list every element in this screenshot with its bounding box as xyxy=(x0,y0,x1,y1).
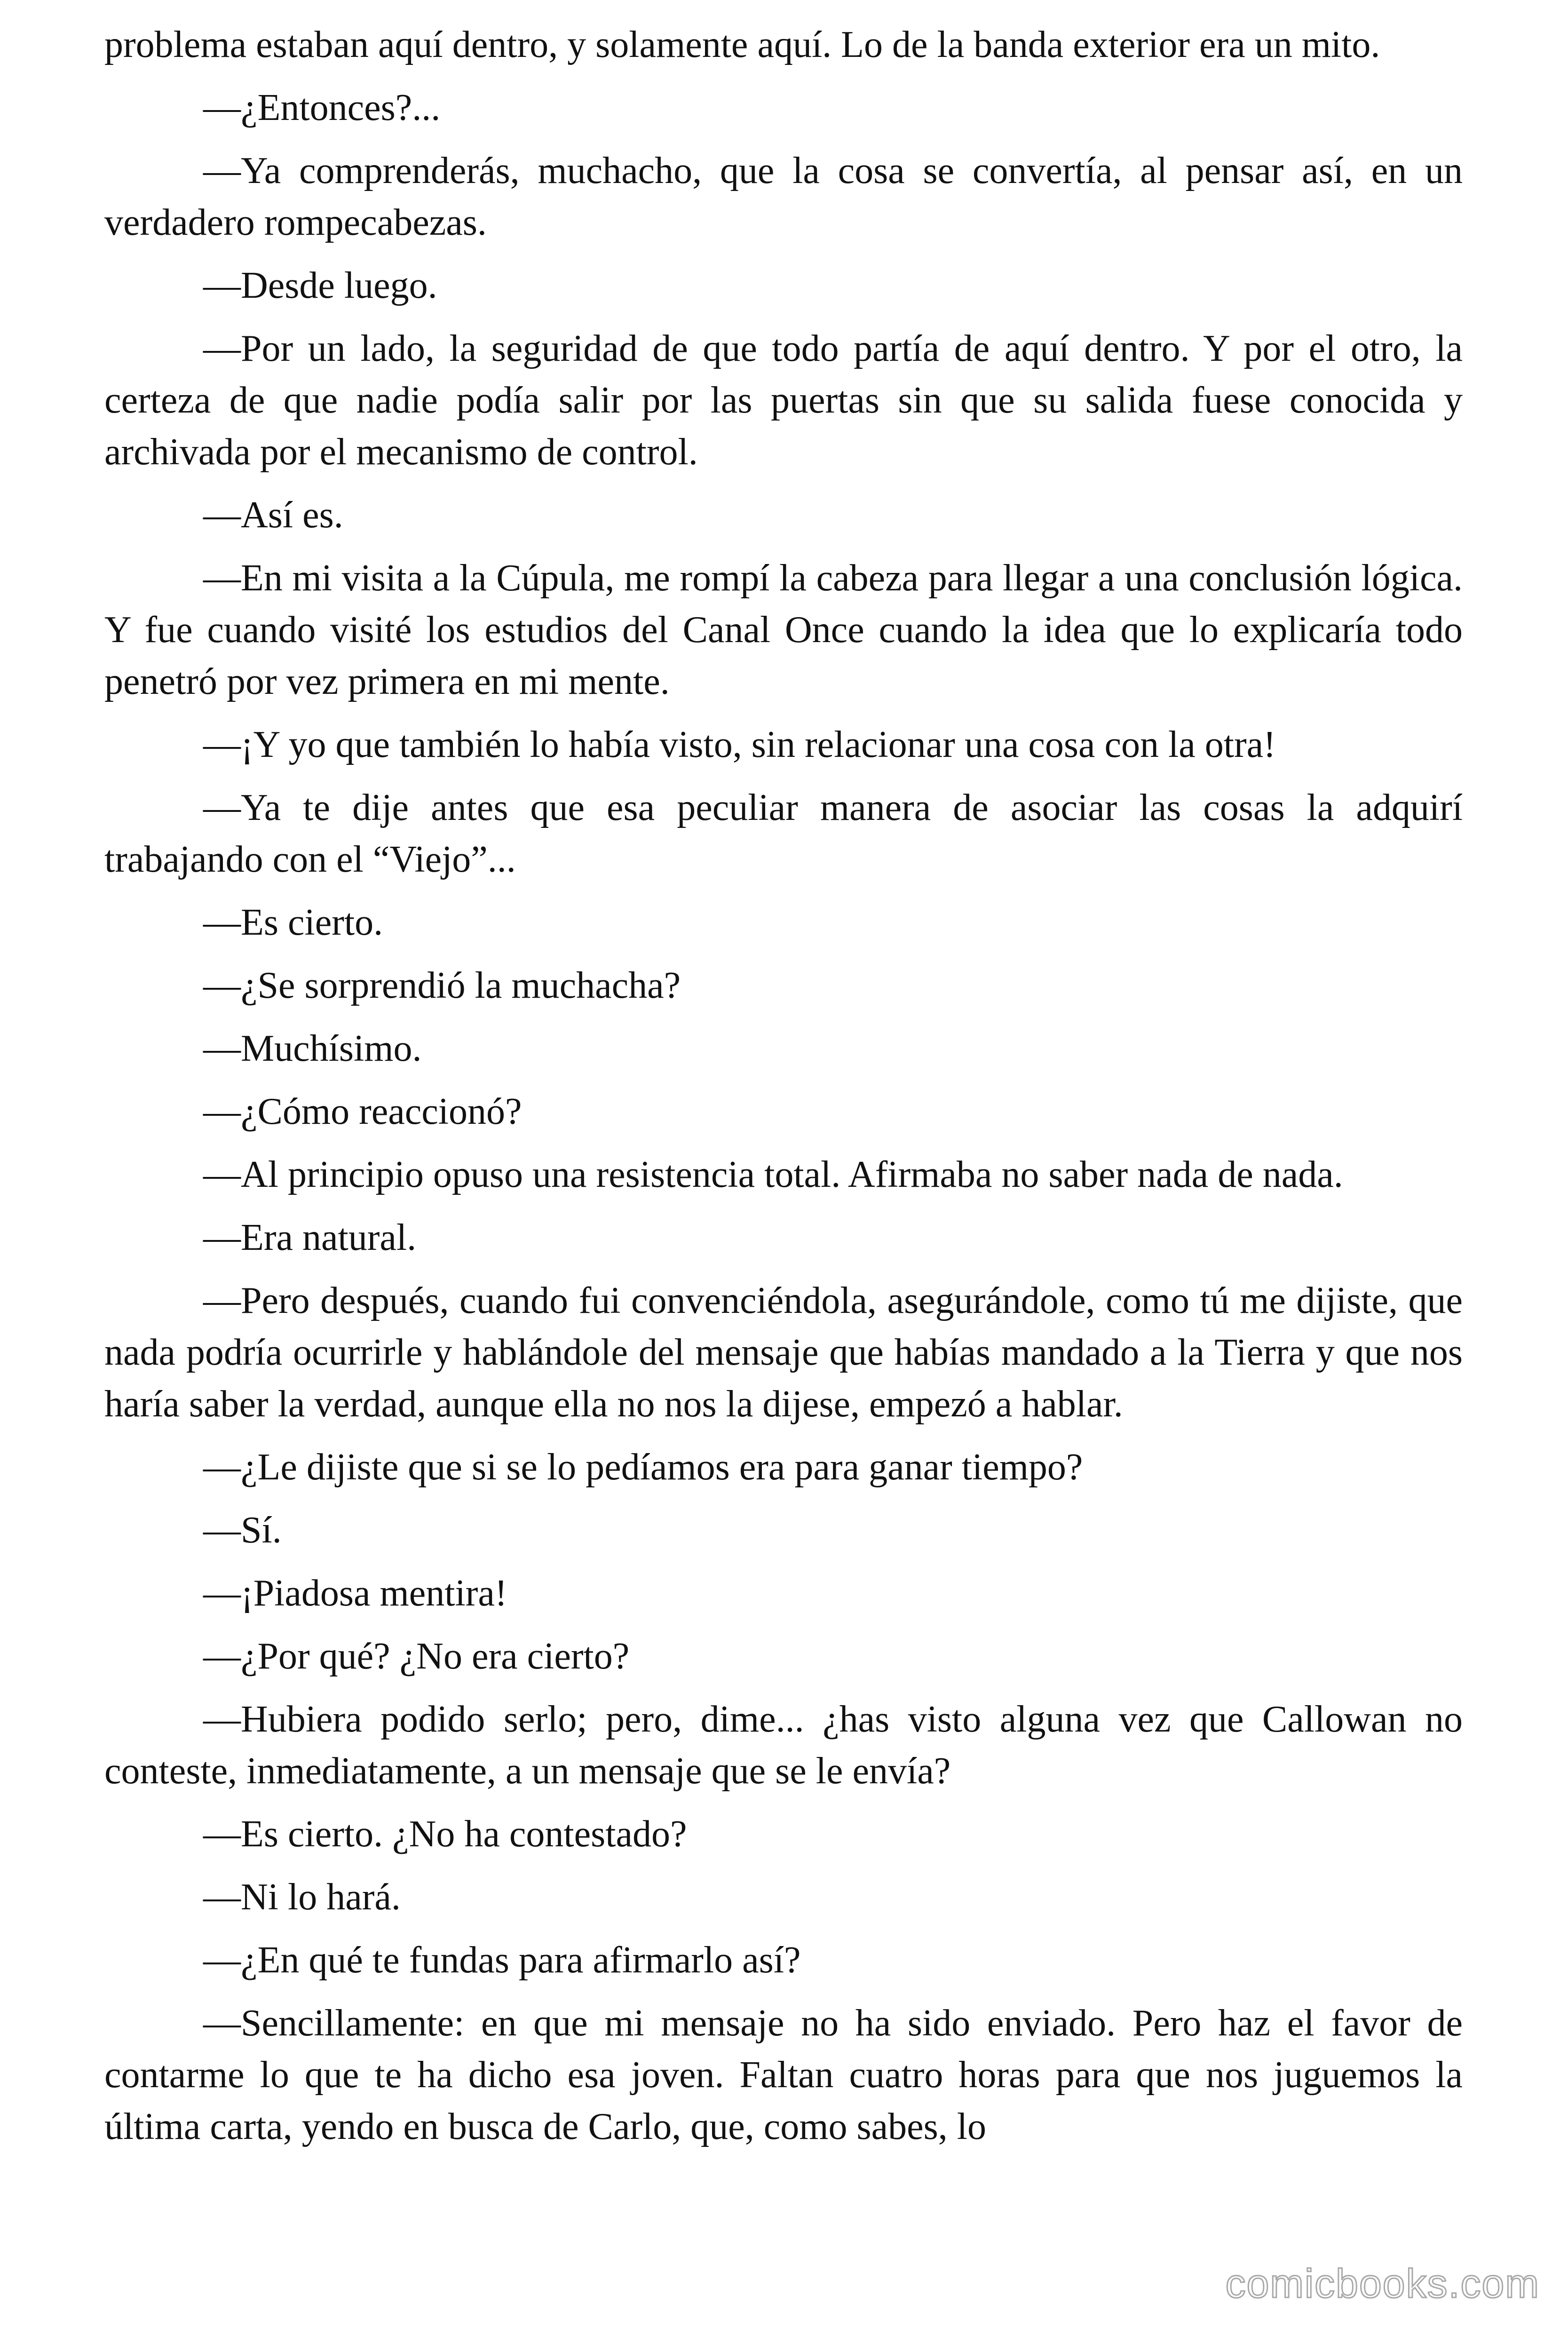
paragraph: —¿En qué te fundas para afirmarlo así? xyxy=(203,1939,801,1981)
paragraph: —Pero después, cuando fui convenciéndola, asegurándole, como tú me dijiste, que nada podría ocurrirle y hablándole del mensaje que habías mandado a la Tierra y que nos haría saber la verdad, aunque ella no nos la dijese, empezó a hablar. xyxy=(104,1280,1463,1425)
paragraph: —Ya te dije antes que esa peculiar manera de asociar las cosas la adquirí trabajando con el “Viejo”... xyxy=(104,787,1463,880)
paragraph: —Hubiera podido serlo; pero, dime... ¿has visto alguna vez que Callowan no conteste, inmediatamente, a un mensaje que se le envía? xyxy=(104,1699,1463,1792)
paragraph: —Ni lo hará. xyxy=(203,1876,401,1918)
paragraph: —¿Le dijiste que si se lo pedíamos era para ganar tiempo? xyxy=(203,1446,1083,1488)
paragraph: —Ya comprenderás, muchacho, que la cosa se convertía, al pensar así, en un verdadero rompecabezas. xyxy=(104,150,1463,243)
paragraph: —Sí. xyxy=(203,1510,282,1551)
paragraph: —Así es. xyxy=(203,494,343,536)
paragraph: —Desde luego. xyxy=(203,265,437,306)
paragraph: —Es cierto. xyxy=(203,902,383,943)
paragraph: —Por un lado, la seguridad de que todo partía de aquí dentro. Y por el otro, la certeza de que nadie podía salir por las puertas sin que su salida fuese conocida y archivada por el mecanismo de control. xyxy=(104,328,1463,473)
paragraph: —Muchísimo. xyxy=(203,1028,422,1069)
paragraph: problema estaban aquí dentro, y solamente aquí. Lo de la banda exterior era un mito. xyxy=(104,24,1380,65)
paragraph: —En mi visita a la Cúpula, me rompí la cabeza para llegar a una conclusión lógica. Y fue cuando visité los estudios del Canal Once cuando la idea que lo explicaría todo penetró por vez primera en mi mente. xyxy=(104,557,1463,702)
paragraph: —Al principio opuso una resistencia total. Afirmaba no saber nada de nada. xyxy=(203,1154,1343,1195)
paragraph: —Es cierto. ¿No ha contestado? xyxy=(203,1813,687,1855)
paragraph: —¿Por qué? ¿No era cierto? xyxy=(203,1636,630,1677)
paragraph: —¡Piadosa mentira! xyxy=(203,1573,507,1614)
book-page-text xyxy=(104,19,1463,2164)
paragraph: —¿Cómo reaccionó? xyxy=(203,1091,522,1132)
paragraph: —¿Entonces?... xyxy=(203,87,441,128)
site-watermark: comicbooks.com xyxy=(1225,2261,1540,2306)
paragraph: —Sencillamente: en que mi mensaje no ha sido enviado. Pero haz el favor de contarme lo que te ha dicho esa joven. Faltan cuatro horas para que nos juguemos la última carta, yendo en busca de Carlo, que, como sabes, lo xyxy=(104,2002,1463,2147)
paragraph: —¿Se sorprendió la muchacha? xyxy=(203,965,681,1006)
paragraph: —¡Y yo que también lo había visto, sin relacionar una cosa con la otra! xyxy=(203,724,1276,765)
paragraph: —Era natural. xyxy=(203,1217,417,1258)
